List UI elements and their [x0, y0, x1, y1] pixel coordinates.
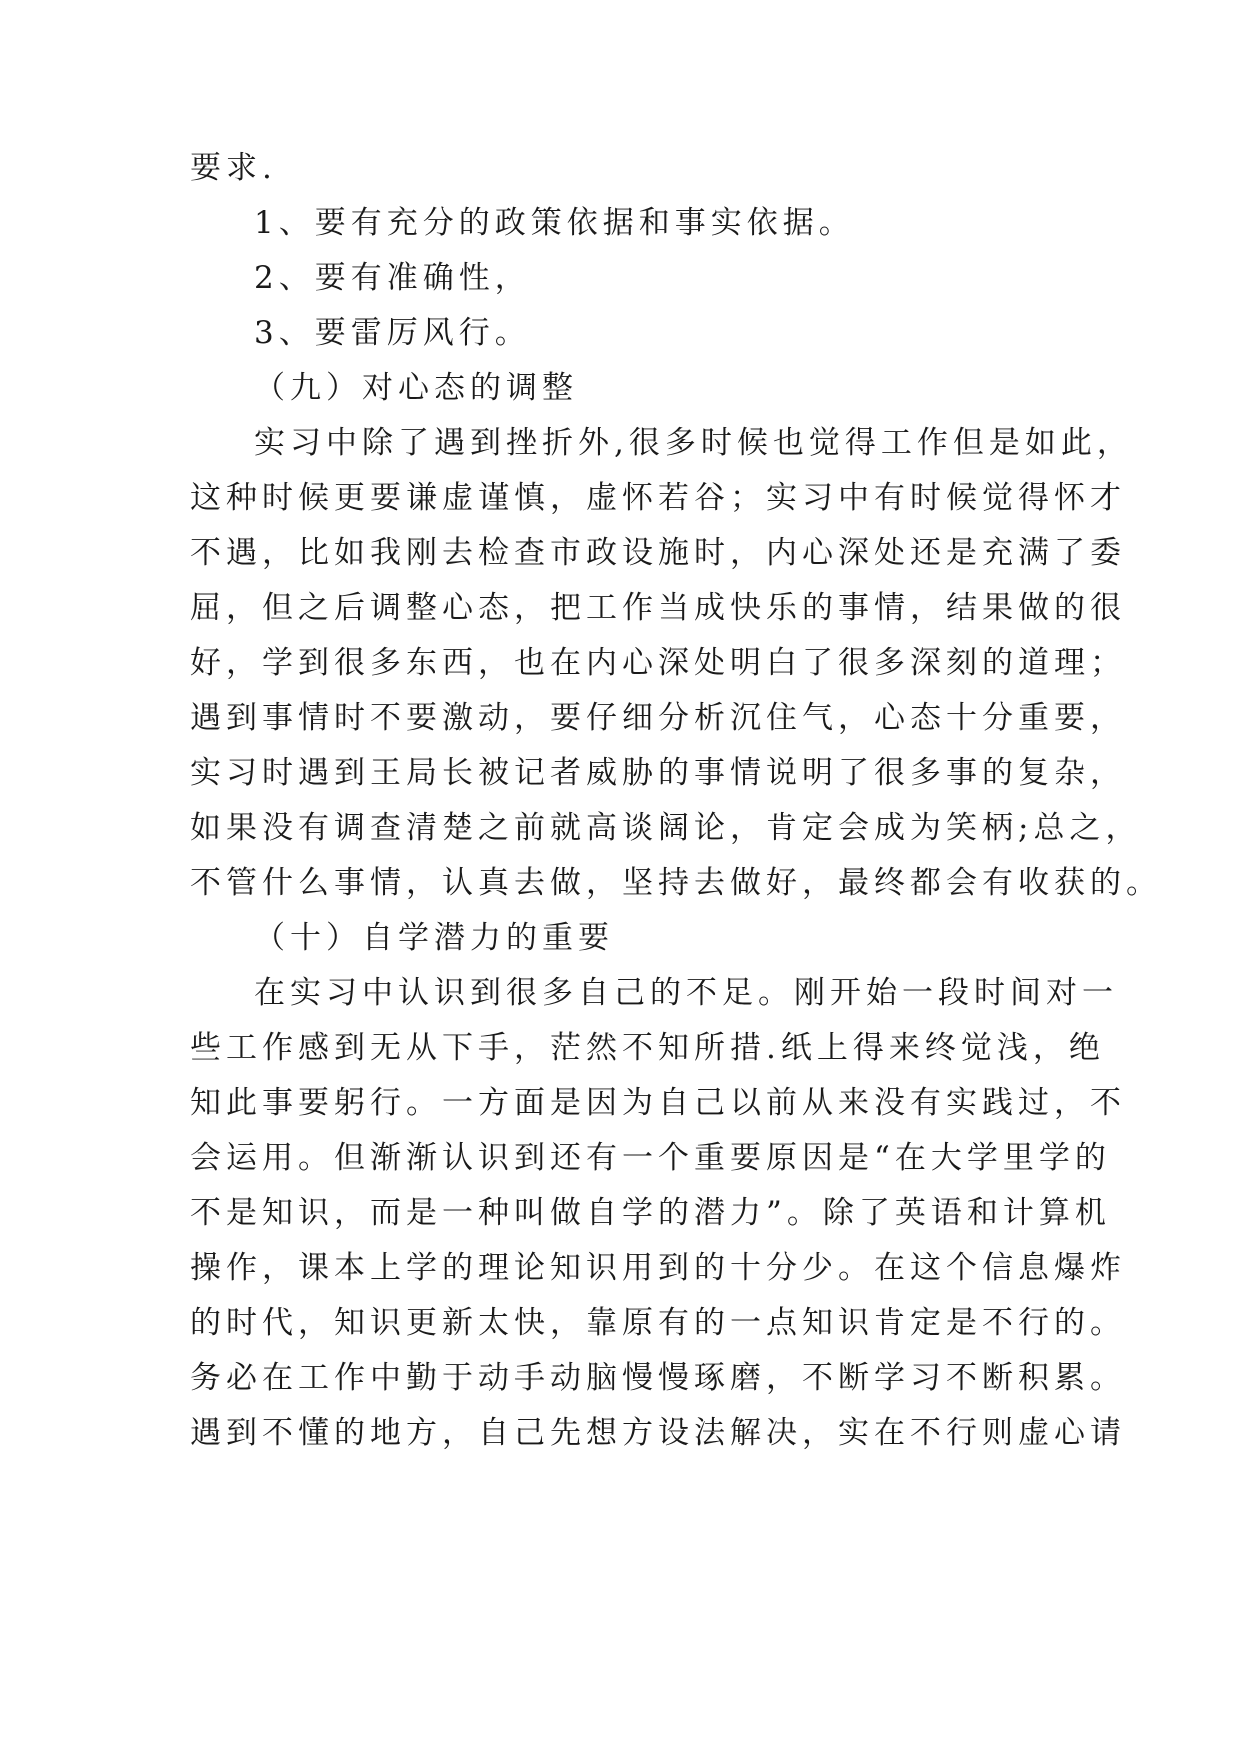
- paragraph-line: 如果没有调查清楚之前就高谈阔论，肯定会成为笑柄;总之，: [190, 810, 1142, 846]
- paragraph-line: 在实习中认识到很多自己的不足。刚开始一段时间对一: [254, 975, 1118, 1011]
- paragraph-line: 务必在工作中勤于动手动脑慢慢琢磨，不断学习不断积累。: [190, 1360, 1126, 1396]
- list-item: 3、要雷厉风行。: [254, 315, 531, 351]
- paragraph-line: 不是知识，而是一种叫做自学的潜力”。除了英语和计算机: [190, 1195, 1111, 1231]
- paragraph-line: 实习时遇到王局长被记者威胁的事情说明了很多事的复杂，: [190, 755, 1126, 791]
- section-heading: （十）自学潜力的重要: [254, 920, 614, 956]
- paragraph-line: 会运用。但渐渐认识到还有一个重要原因是“在大学里学的: [190, 1140, 1111, 1176]
- paragraph-line: 遇到不懂的地方，自己先想方设法解决，实在不行则虚心请: [190, 1415, 1126, 1451]
- paragraph-line: 的时代，知识更新太快，靠原有的一点知识肯定是不行的。: [190, 1305, 1126, 1341]
- paragraph-line: 实习中除了遇到挫折外,很多时候也觉得工作但是如此，: [254, 425, 1133, 461]
- paragraph-line: 知此事要躬行。一方面是因为自己以前从来没有实践过，不: [190, 1085, 1126, 1121]
- paragraph-line: 好，学到很多东西，也在内心深处明白了很多深刻的道理；: [190, 645, 1126, 681]
- paragraph-line: 要求.: [190, 150, 277, 186]
- list-item: 2、要有准确性，: [254, 260, 531, 296]
- paragraph-line: 不管什么事情，认真去做，坚持去做好，最终都会有收获的。: [190, 865, 1162, 901]
- paragraph-line: 不遇，比如我刚去检查市政设施时，内心深处还是充满了委: [190, 535, 1126, 571]
- paragraph-line: 这种时候更要谦虚谨慎，虚怀若谷；实习中有时候觉得怀才: [190, 480, 1126, 516]
- paragraph-line: 屈，但之后调整心态，把工作当成快乐的事情，结果做的很: [190, 590, 1126, 626]
- paragraph-line: 遇到事情时不要激动，要仔细分析沉住气，心态十分重要，: [190, 700, 1126, 736]
- paragraph-line: 些工作感到无从下手，茫然不知所措.纸上得来终觉浅，绝: [190, 1030, 1105, 1066]
- section-heading: （九）对心态的调整: [254, 370, 578, 406]
- list-item: 1、要有充分的政策依据和事实依据。: [254, 205, 855, 241]
- paragraph-line: 操作，课本上学的理论知识用到的十分少。在这个信息爆炸: [190, 1250, 1126, 1286]
